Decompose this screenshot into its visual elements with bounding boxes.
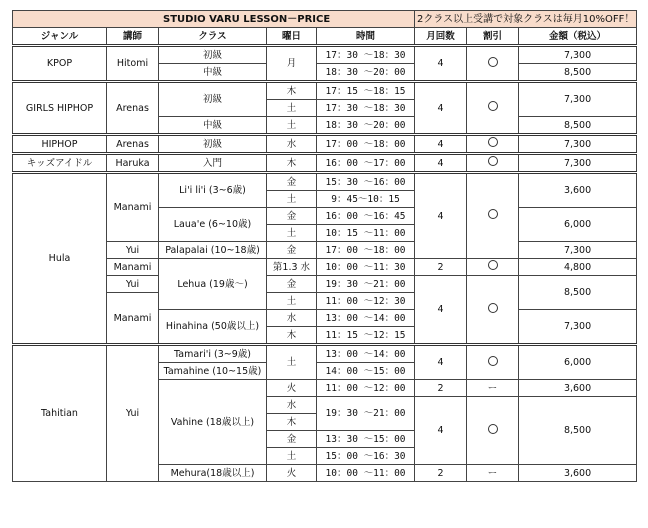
class-cell: 中級 <box>159 64 267 82</box>
day-cell: 第1.3 水 <box>267 259 317 276</box>
class-cell: 初級 <box>159 82 267 117</box>
genre-cell: Hula <box>13 173 107 345</box>
time-cell: 17：00 ～18：00 <box>317 242 415 259</box>
time-cell: 10：00 ～11：00 <box>317 465 415 482</box>
discount-cell <box>467 82 519 135</box>
header-time: 時間 <box>317 28 415 46</box>
teacher-cell: Arenas <box>107 135 159 154</box>
day-cell: 土 <box>267 293 317 310</box>
header-class: クラス <box>159 28 267 46</box>
day-cell: 土 <box>267 117 317 135</box>
class-cell: Vahine (18歳以上) <box>159 380 267 465</box>
day-cell: 土 <box>267 191 317 208</box>
genre-cell: Tahitian <box>13 345 107 482</box>
time-cell: 14：00 ～15：00 <box>317 363 415 380</box>
time-cell: 10：00 ～11：30 <box>317 259 415 276</box>
day-cell: 土 <box>267 345 317 380</box>
header-genre: ジャンル <box>13 28 107 46</box>
discount-cell: ー <box>467 380 519 397</box>
discount-cell <box>467 46 519 82</box>
time-cell: 10：15 ～11：00 <box>317 225 415 242</box>
count-cell: 4 <box>415 397 467 465</box>
teacher-cell: Yui <box>107 345 159 482</box>
time-cell: 16：00 ～17：00 <box>317 154 415 173</box>
price-cell: 8,500 <box>519 117 637 135</box>
discount-note: 2クラス以上受講で対象クラスは毎月10%OFF！ <box>415 11 637 28</box>
time-cell: 15：30 ～16：00 <box>317 173 415 191</box>
count-cell: 4 <box>415 345 467 380</box>
price-cell: 3,600 <box>519 173 637 208</box>
day-cell: 金 <box>267 208 317 225</box>
time-cell: 13：00 ～14：00 <box>317 345 415 363</box>
time-cell: 19：30 ～21：00 <box>317 397 415 431</box>
discount-cell <box>467 345 519 380</box>
header-price: 金額（税込） <box>519 28 637 46</box>
circle-icon <box>488 209 498 219</box>
teacher-cell: Manami <box>107 173 159 242</box>
class-cell: Tamahine (10~15歳) <box>159 363 267 380</box>
table-row <box>13 135 637 154</box>
class-cell: 初級 <box>159 135 267 154</box>
price-cell: 8,500 <box>519 397 637 465</box>
discount-cell <box>467 276 519 345</box>
circle-icon <box>488 303 498 313</box>
header-discount: 割引 <box>467 28 519 46</box>
genre-cell: KPOP <box>13 46 107 82</box>
count-cell: 4 <box>415 276 467 345</box>
day-cell: 土 <box>267 100 317 117</box>
teacher-cell: Manami <box>107 259 159 276</box>
class-cell: 初級 <box>159 46 267 64</box>
day-cell: 土 <box>267 448 317 465</box>
table-row <box>13 345 637 363</box>
class-cell: Hinahina (50歳以上) <box>159 310 267 345</box>
price-cell: 3,600 <box>519 465 637 482</box>
day-cell: 土 <box>267 225 317 242</box>
time-cell: 11：00 ～12：00 <box>317 380 415 397</box>
header-teacher: 講師 <box>107 28 159 46</box>
class-cell: Palapalai (10~18歳) <box>159 242 267 259</box>
title-row <box>13 11 637 28</box>
discount-cell <box>467 397 519 465</box>
teacher-cell: Manami <box>107 293 159 345</box>
day-cell: 水 <box>267 135 317 154</box>
table-row <box>13 154 637 173</box>
circle-icon <box>488 156 498 166</box>
circle-icon <box>488 57 498 67</box>
day-cell: 金 <box>267 276 317 293</box>
class-cell: Li'i li'i (3~6歳) <box>159 173 267 208</box>
discount-cell <box>467 259 519 276</box>
teacher-cell: Hitomi <box>107 46 159 82</box>
day-cell: 金 <box>267 173 317 191</box>
time-cell: 19：30 ～21：00 <box>317 276 415 293</box>
header-count: 月回数 <box>415 28 467 46</box>
class-cell: Laua'e (6~10歳) <box>159 208 267 242</box>
day-cell: 木 <box>267 154 317 173</box>
circle-icon <box>488 260 498 270</box>
time-cell: 17：30 ～18：30 <box>317 100 415 117</box>
day-cell: 火 <box>267 380 317 397</box>
teacher-cell: Haruka <box>107 154 159 173</box>
price-cell: 7,300 <box>519 242 637 259</box>
time-cell: 11：15 ～12：15 <box>317 327 415 345</box>
price-cell: 7,300 <box>519 46 637 64</box>
table-row <box>13 276 637 293</box>
price-cell: 7,300 <box>519 310 637 345</box>
time-cell: 17：00 ～18：00 <box>317 135 415 154</box>
time-cell: 9：45～10：15 <box>317 191 415 208</box>
price-cell: 6,000 <box>519 345 637 380</box>
class-cell: 中級 <box>159 117 267 135</box>
price-cell: 8,500 <box>519 276 637 310</box>
table-row <box>13 242 637 259</box>
time-cell: 17：15 ～18：15 <box>317 82 415 100</box>
count-cell: 4 <box>415 82 467 135</box>
circle-icon <box>488 101 498 111</box>
day-cell: 月 <box>267 46 317 82</box>
discount-cell <box>467 135 519 154</box>
time-cell: 13：00 ～14：00 <box>317 310 415 327</box>
day-cell: 火 <box>267 465 317 482</box>
circle-icon <box>488 424 498 434</box>
count-cell: 4 <box>415 173 467 259</box>
discount-cell: ー <box>467 465 519 482</box>
discount-cell <box>467 173 519 259</box>
table-row <box>13 82 637 100</box>
table-row <box>13 46 637 64</box>
count-cell: 2 <box>415 259 467 276</box>
teacher-cell: Yui <box>107 242 159 259</box>
time-cell: 13：30 ～15：00 <box>317 431 415 448</box>
day-cell: 木 <box>267 82 317 100</box>
count-cell: 2 <box>415 465 467 482</box>
time-cell: 18：30 ～20：00 <box>317 117 415 135</box>
time-cell: 17：30 ～18：30 <box>317 46 415 64</box>
genre-cell: キッズアイドル <box>13 154 107 173</box>
price-cell: 4,800 <box>519 259 637 276</box>
day-cell: 木 <box>267 414 317 431</box>
class-cell: Mehura(18歳以上) <box>159 465 267 482</box>
count-cell: 4 <box>415 154 467 173</box>
teacher-cell: Arenas <box>107 82 159 135</box>
header-day: 曜日 <box>267 28 317 46</box>
price-cell: 3,600 <box>519 380 637 397</box>
time-cell: 15：00 ～16：30 <box>317 448 415 465</box>
day-cell: 水 <box>267 397 317 414</box>
time-cell: 11：00 ～12：30 <box>317 293 415 310</box>
circle-icon <box>488 137 498 147</box>
price-table-container <box>12 10 636 482</box>
time-cell: 16：00 ～16：45 <box>317 208 415 225</box>
header-row <box>13 28 637 46</box>
price-table <box>12 10 637 482</box>
count-cell: 2 <box>415 380 467 397</box>
price-cell: 6,000 <box>519 208 637 242</box>
price-cell: 7,300 <box>519 135 637 154</box>
genre-cell: HIPHOP <box>13 135 107 154</box>
day-cell: 水 <box>267 310 317 327</box>
count-cell: 4 <box>415 46 467 82</box>
time-cell: 18：30 ～20：00 <box>317 64 415 82</box>
day-cell: 金 <box>267 242 317 259</box>
price-cell: 7,300 <box>519 154 637 173</box>
day-cell: 金 <box>267 431 317 448</box>
count-cell: 4 <box>415 135 467 154</box>
page-title: STUDIO VARU LESSON－PRICE <box>13 11 415 28</box>
class-cell: Tamari'i (3~9歳) <box>159 345 267 363</box>
teacher-cell: Yui <box>107 276 159 293</box>
table-row <box>13 173 637 191</box>
circle-icon <box>488 356 498 366</box>
discount-cell <box>467 154 519 173</box>
genre-cell: GIRLS HIPHOP <box>13 82 107 135</box>
price-cell: 8,500 <box>519 64 637 82</box>
day-cell: 木 <box>267 327 317 345</box>
table-row <box>13 259 637 276</box>
class-cell: Lehua (19歳～) <box>159 259 267 310</box>
class-cell: 入門 <box>159 154 267 173</box>
price-cell: 7,300 <box>519 82 637 117</box>
